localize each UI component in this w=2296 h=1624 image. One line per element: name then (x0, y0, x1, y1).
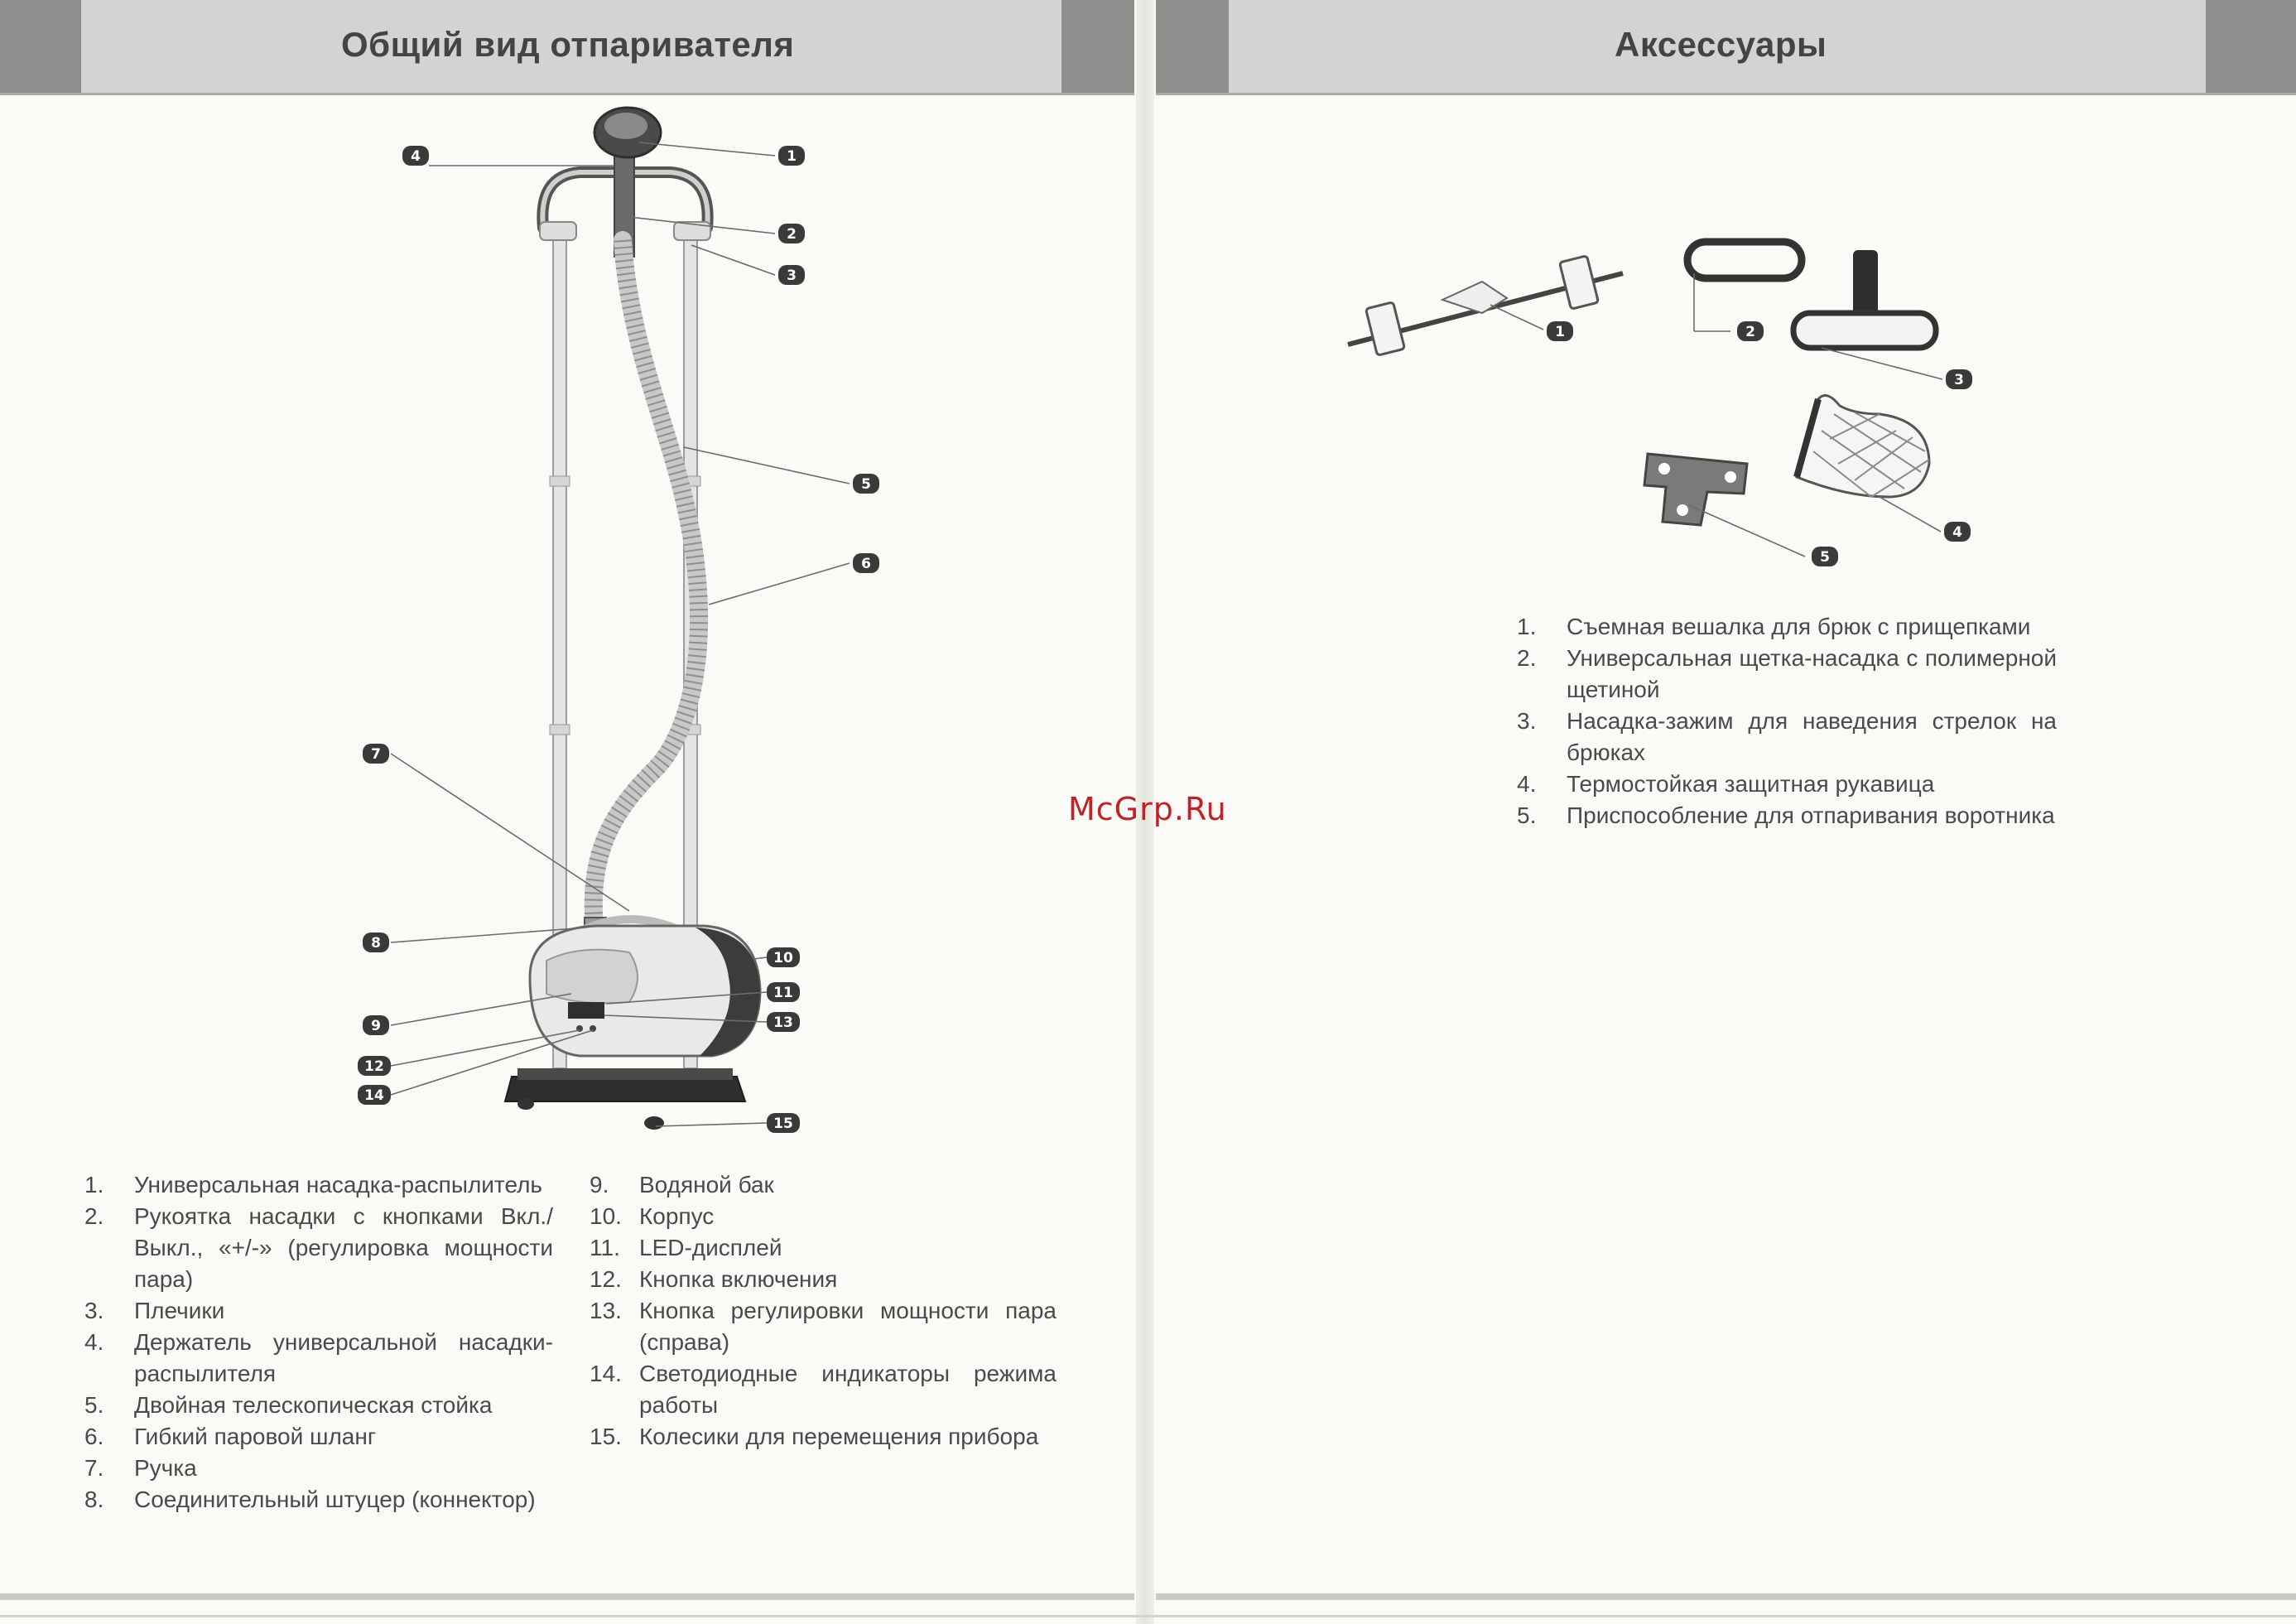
svg-text:13: 13 (773, 1014, 793, 1031)
svg-text:2: 2 (787, 226, 797, 243)
svg-text:8: 8 (371, 935, 381, 952)
list-item: 7. Ручка (84, 1455, 197, 1481)
svg-text:3: 3 (787, 267, 797, 284)
svg-text:10: 10 (773, 950, 793, 966)
callout-badge (363, 932, 389, 952)
callout-badge (778, 146, 805, 166)
list-item: 4. Держатель универсальной насадки-распылителя (84, 1329, 553, 1386)
brush-nozzle (1687, 242, 1802, 278)
list-item: 2. Универсальная щетка-насадка с полимерной щетиной (1517, 645, 2057, 702)
callout-badge (778, 265, 805, 285)
list-item: 5. Приспособление для отпаривания воротника (1517, 802, 2055, 828)
list-item: 8. Соединительный штуцер (коннектор) (84, 1487, 536, 1512)
callout-badge (778, 224, 805, 243)
wheel-left (517, 1098, 534, 1110)
list-item: 12. Кнопка включения (590, 1266, 838, 1292)
callout-badge (1547, 321, 1573, 341)
right-page-title: Аксессуары (1615, 25, 1827, 64)
list-item: 9. Водяной бак (590, 1172, 774, 1198)
clip-nozzle (1793, 250, 1936, 348)
list-item: 5. Двойная телескопическая стойка (84, 1392, 493, 1418)
list-item: 3. Плечики (84, 1298, 225, 1323)
svg-text:4: 4 (1952, 524, 1962, 541)
callout-badge (358, 1056, 391, 1076)
list-item: 3. Насадка-зажим для наведения стрелок на брюках (1517, 708, 2057, 765)
svg-text:6: 6 (861, 556, 871, 572)
list-item: 15. Колесики для перемещения прибора (590, 1424, 1039, 1449)
callout-badge (767, 982, 800, 1002)
svg-text:1: 1 (787, 148, 797, 165)
collar-steamer-plate (1644, 454, 1747, 525)
svg-text:14: 14 (364, 1087, 384, 1104)
svg-text:1: 1 (1555, 324, 1565, 340)
callout-badge (767, 1012, 800, 1032)
parts-list-col1 (84, 1169, 553, 1516)
list-item: 10. Корпус (590, 1203, 715, 1229)
wheel-right (644, 1116, 664, 1130)
svg-text:2: 2 (1745, 324, 1755, 340)
svg-text:5: 5 (1820, 549, 1830, 566)
callout-badge (767, 947, 800, 967)
callout-badge (853, 474, 879, 494)
callout-badge (358, 1085, 391, 1105)
list-item: 11. LED-дисплей (590, 1235, 782, 1260)
watermark: McGrp.Ru (1068, 791, 1227, 827)
led-display (568, 1002, 604, 1019)
list-item: 2. Рукоятка насадки с кнопками Вкл./Выкл., «+/-» (регулировка мощности пара) (84, 1203, 553, 1292)
svg-text:4: 4 (411, 148, 421, 165)
list-item: 4. Термостойкая защитная рукавица (1517, 771, 1935, 797)
accessories-list (1517, 611, 2057, 831)
steamer-illustration (358, 108, 879, 1133)
parts-list-col2 (590, 1169, 1057, 1453)
svg-text:3: 3 (1954, 372, 1964, 388)
left-page-title: Общий вид отпаривателя (341, 25, 795, 64)
svg-text:7: 7 (371, 746, 381, 763)
callout-badge (363, 744, 389, 764)
svg-text:11: 11 (773, 985, 793, 1001)
list-item: 1. Универсальная насадка-распылитель (84, 1172, 543, 1198)
base (505, 1077, 745, 1101)
heat-glove (1797, 396, 1929, 498)
accessories-illustration (1348, 242, 1972, 566)
svg-text:12: 12 (364, 1058, 384, 1075)
list-item: 14. Светодиодные индикаторы режима работы (590, 1361, 1057, 1418)
list-item: 13. Кнопка регулировки мощности пара (справа) (590, 1298, 1057, 1355)
callout-badge (1946, 369, 1972, 389)
svg-text:15: 15 (773, 1116, 793, 1132)
callout-badge (1944, 522, 1971, 542)
list-item: 1. Съемная вешалка для брюк с прищепками (1517, 614, 2031, 639)
svg-text:9: 9 (371, 1018, 381, 1034)
trouser-hanger (1348, 256, 1623, 356)
callout-badge (1737, 321, 1764, 341)
callout-badge (767, 1113, 800, 1133)
callout-badge (363, 1015, 389, 1035)
list-item: 6. Гибкий паровой шланг (84, 1424, 377, 1449)
callout-badge (853, 553, 879, 573)
svg-text:5: 5 (861, 476, 871, 493)
callout-badge (402, 146, 429, 166)
callout-badge (1812, 547, 1838, 566)
